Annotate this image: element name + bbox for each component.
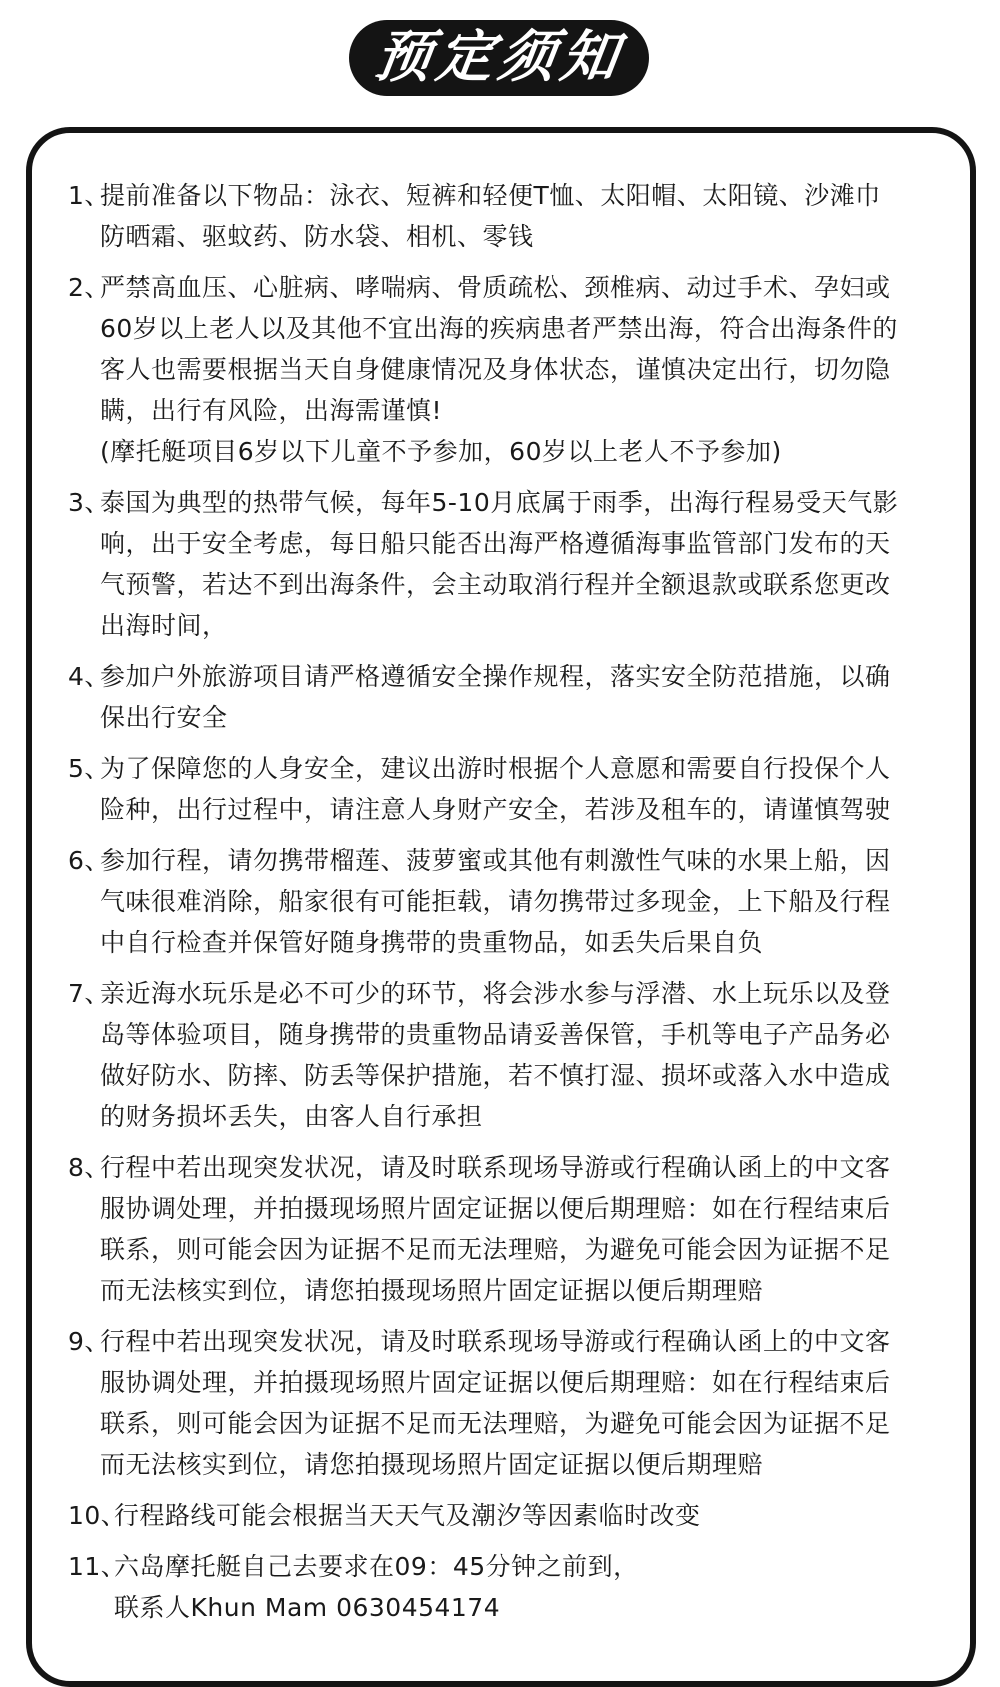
notice-item-11: [68, 1546, 948, 1628]
item-text: 为了保障您的人身安全，建议出游时根据个人意愿和需要自行投保个人 险种，出行过程中，请注意人身财产安全，若涉及租车的，请谨慎驾驶: [100, 754, 891, 824]
item-text: 行程中若出现突发状况，请及时联系现场导游或行程确认函上的中文客 服协调处理，并拍摄现场照片固定证据以便后期理赔：如在行程结束后 联系，则可能会因为证据不足而无法理赔，为避免可能会因为证据不足 而无法核实到位，请您拍摄现场照片固定证据以便后期理赔: [100, 1327, 891, 1479]
item-number: 6、: [68, 846, 110, 875]
notice-item-3: [68, 482, 948, 646]
notice-item-9: [68, 1321, 948, 1485]
item-number: 9、: [68, 1327, 110, 1356]
item-text: 行程中若出现突发状况，请及时联系现场导游或行程确认函上的中文客 服协调处理，并拍摄现场照片固定证据以便后期理赔：如在行程结束后 联系，则可能会因为证据不足而无法理赔，为避免可能会因为证据不足 而无法核实到位，请您拍摄现场照片固定证据以便后期理赔: [100, 1153, 891, 1305]
item-text: 参加户外旅游项目请严格遵循安全操作规程，落实安全防范措施，以确 保出行安全: [100, 662, 891, 732]
item-number: 3、: [68, 488, 110, 517]
notice-list: [68, 175, 948, 1638]
item-number: 1、: [68, 181, 110, 210]
item-text: 泰国为典型的热带气候，每年5-10月底属于雨季，出海行程易受天气影 响，出于安全考虑，每日船只能否出海严格遵循海事监管部门发布的天 气预警，若达不到出海条件，会主动取消行程并全额退款或联系您更改 出海时间，: [100, 488, 899, 640]
notice-item-7: [68, 973, 948, 1137]
notice-item-4: [68, 656, 948, 738]
notice-item-2: [68, 267, 948, 472]
notice-item-8: [68, 1147, 948, 1311]
item-text: 严禁高血压、心脏病、哮喘病、骨质疏松、颈椎病、动过手术、孕妇或 60岁以上老人以及其他不宜出海的疾病患者严禁出海，符合出海条件的 客人也需要根据当天自身健康情况及身体状态，谨慎决定出行，切勿隐 瞒，出行有风险，出海需谨慎! (摩托艇项目6岁以下儿童不予参加，60岁以上老人不予参加): [100, 273, 898, 466]
item-text: 六岛摩托艇自己去要求在09：45分钟之前到， 联系人Khun Mam 0630454174: [114, 1552, 639, 1622]
page-title: 预定须知: [370, 25, 628, 90]
item-number: 2、: [68, 273, 110, 302]
item-number: 11、: [68, 1552, 127, 1581]
notice-item-6: [68, 840, 948, 963]
notice-item-1: [68, 175, 948, 257]
item-text: 提前准备以下物品：泳衣、短裤和轻便T恤、太阳帽、太阳镜、沙滩巾 防晒霜、驱蚊药、防水袋、相机、零钱: [100, 181, 881, 251]
notice-item-5: [68, 748, 948, 830]
item-number: 8、: [68, 1153, 110, 1182]
title-banner: [349, 20, 649, 96]
item-number: 7、: [68, 979, 110, 1008]
item-text: 行程路线可能会根据当天天气及潮汐等因素临时改变: [114, 1501, 701, 1530]
item-text: 参加行程，请勿携带榴莲、菠萝蜜或其他有刺激性气味的水果上船，因 气味很难消除，船家很有可能拒载，请勿携带过多现金，上下船及行程 中自行检查并保管好随身携带的贵重物品，如丢失后果自负: [100, 846, 891, 957]
item-number: 4、: [68, 662, 110, 691]
notice-item-10: [68, 1495, 948, 1536]
item-number: 10、: [68, 1501, 127, 1530]
item-text: 亲近海水玩乐是必不可少的环节，将会涉水参与浮潜、水上玩乐以及登 岛等体验项目，随身携带的贵重物品请妥善保管，手机等电子产品务必 做好防水、防摔、防丢等保护措施，若不慎打湿、损坏或落入水中造成 的财务损坏丢失，由客人自行承担: [100, 979, 891, 1131]
item-number: 5、: [68, 754, 110, 783]
